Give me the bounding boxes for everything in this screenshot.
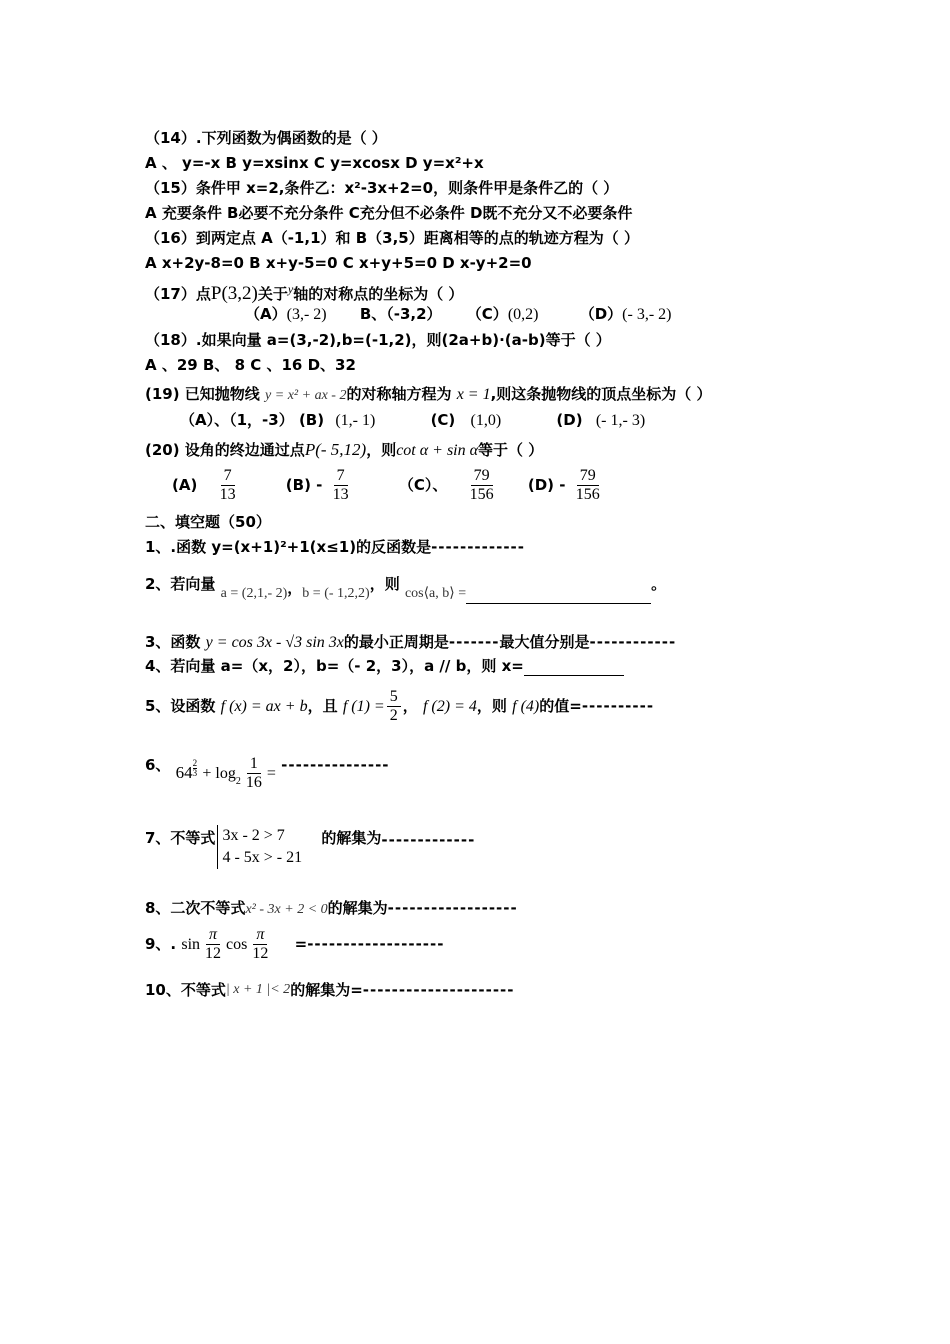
f5-mid2: ， — [402, 697, 418, 715]
f2-end: 。 — [651, 575, 667, 593]
f10-line — [145, 980, 515, 1000]
q19-opt-c: (1,0) — [470, 412, 502, 429]
q19-axis: x = 1 — [456, 386, 491, 403]
f3-prefix: 3、函数 — [145, 633, 201, 651]
f3-text2: 最大值分别是 — [499, 633, 590, 651]
f6-num: 1 — [247, 755, 261, 774]
q19-opt-b: (1,- 1) — [335, 412, 376, 429]
f5-num: 5 — [387, 688, 401, 707]
q20-point: P(- 5,12) — [304, 440, 367, 459]
f7-end: 的解集为 — [321, 829, 382, 847]
q17-opt-a-label: （A） — [245, 305, 287, 323]
f3-blank1: ------- — [448, 633, 500, 651]
q20-stem-c: 等于（ ） — [478, 441, 544, 459]
q14-options: A 、 y=-x B y=xsinx C y=xcosx D y=x²+x — [145, 154, 484, 172]
q20-opt-a-label: (A) — [172, 476, 198, 494]
f3-mid: 的最小正周期是 — [343, 633, 449, 651]
f7-prefix: 7、不等式 — [145, 829, 216, 847]
f3-line — [145, 632, 676, 653]
q17-axis: y — [287, 282, 294, 296]
q20-opt-d-den: 156 — [575, 486, 600, 503]
f7-line — [145, 823, 475, 869]
f9-blank: ------------------- — [307, 935, 445, 953]
q17-stem — [145, 279, 463, 304]
q20-opt-b-num: 7 — [334, 467, 348, 486]
q17-stem-a: （17）点 — [145, 285, 211, 303]
f6-log-base: 2 — [235, 776, 241, 787]
q15-stem: （15）条件甲 x=2,条件乙：x²-3x+2=0，则条件甲是条件乙的（ ） — [145, 179, 619, 197]
q17-opt-c-label: （C） — [466, 305, 508, 323]
q20-opt-b-label: (B) - — [285, 476, 323, 494]
q17-opt-c: (0,2) — [507, 306, 539, 323]
f5-prefix: 5、设函数 — [145, 697, 216, 715]
f9-num2: π — [253, 926, 267, 945]
q16-options: A x+2y-8=0 B x+y-5=0 C x+y+5=0 D x-y+2=0 — [145, 254, 532, 272]
f6-plus-log: + log — [202, 765, 236, 782]
f6-prefix: 6、 — [145, 756, 171, 774]
f7-line2: 4 - 5x > - 21 — [222, 848, 303, 866]
f9-den2: 12 — [252, 945, 269, 962]
q20-expr: cot α + sin α — [396, 442, 479, 459]
q19-stem-c: ,则这条抛物线的顶点坐标为（ ） — [490, 385, 712, 403]
f6-exp-num: 2 — [192, 758, 198, 768]
f5-expr3: f (2) = 4 — [422, 698, 477, 715]
f2-vector-b: b = (- 1,2,2) — [302, 586, 370, 601]
q19-opt-a: （A）、（1，-3） — [180, 411, 294, 429]
f5-blank: ---------- — [581, 697, 655, 715]
f9-cos: cos — [226, 936, 248, 953]
q20-opt-c-label: （C）、 — [398, 476, 448, 494]
q19-options — [180, 410, 645, 431]
f5-line — [145, 688, 654, 725]
f8-blank: ------------------ — [387, 899, 518, 917]
q14-stem: （14）.下列函数为偶函数的是（ ） — [145, 129, 387, 147]
f5-mid3: ，则 — [476, 697, 507, 715]
q20-opt-c-num: 79 — [471, 467, 493, 486]
f8-end: 的解集为 — [327, 899, 388, 917]
f5-frac — [387, 688, 401, 725]
f2-answer-line — [466, 587, 651, 604]
f8-expr: x² - 3x + 2 < 0 — [245, 902, 328, 917]
f9-line — [145, 925, 444, 964]
q20-stem-a: (20) 设角的终边通过点 — [145, 441, 305, 459]
f8-line — [145, 898, 518, 920]
q19-opt-c-label: (C) — [430, 411, 456, 429]
f7-system — [217, 825, 302, 869]
f6-den: 16 — [245, 774, 262, 791]
q16-stem: （16）到两定点 A（-1,1）和 B（3,5）距离相等的点的轨迹方程为（ ） — [145, 229, 639, 247]
f3-blank2: ------------ — [589, 633, 677, 651]
q17-point: P(3,2) — [210, 283, 258, 304]
q17-stem-c: 轴的对称点的坐标为（ ） — [293, 285, 464, 303]
q17-stem-b: 关于 — [257, 285, 288, 303]
q20-opt-a-den: 13 — [219, 486, 236, 503]
f8-prefix: 8、二次不等式 — [145, 899, 246, 917]
q18-stem: （18）.如果向量 a=(3,-2),b=(-1,2)，则(2a+b)·(a-b)等于（ ） — [145, 331, 611, 349]
q17-opt-a: (3,- 2) — [286, 306, 327, 323]
f1-blank: ------------- — [431, 538, 526, 556]
f9-frac1 — [202, 926, 224, 963]
f2-prefix: 2、若向量 — [145, 575, 216, 593]
f10-prefix: 10、不等式 — [145, 981, 226, 999]
f9-num1: π — [206, 926, 220, 945]
q20-opt-d-label: (D) - — [527, 476, 566, 494]
q19-opt-b-label: (B) — [298, 411, 325, 429]
f2-cos-expr: cos⟨a, b⟩ = — [404, 586, 467, 601]
f10-end: 的解集为= — [290, 981, 363, 999]
f5-expr4: f (4) — [512, 698, 540, 715]
f2-mid: ，则 — [369, 575, 400, 593]
q20-stem-b: ，则 — [366, 441, 397, 459]
q20-options — [172, 465, 605, 505]
f9-eq: = — [294, 935, 308, 953]
f4-text: 4、若向量 a=（x，2），b=（- 2，3），a // b，则 x= — [145, 657, 524, 675]
q20-opt-b-frac — [330, 467, 352, 504]
f5-mid1: ，且 — [307, 697, 338, 715]
f10-expr: | x + 1 |< 2 — [225, 982, 291, 997]
q20-opt-b-den: 13 — [332, 486, 349, 503]
q15-options: A 充要条件 B必要不充分条件 C充分但不必条件 D既不充分又不必要条件 — [145, 204, 633, 222]
q19-curve: y = x² + ax - 2 — [265, 388, 347, 403]
f6-line — [145, 745, 390, 802]
f7-blank: ------------- — [381, 831, 476, 849]
f6-frac — [243, 755, 265, 792]
f4-answer-line — [524, 659, 624, 676]
f2-line: 2、若向量 a = (2,1,- 2)，b = (- 1,2,2)，则 cos⟨a, b⟩ =。 — [145, 574, 666, 604]
f5-expr1: f (x) = ax + b — [220, 698, 308, 715]
q18-options: A 、29 B、 8 C 、16 D、32 — [145, 356, 356, 374]
section2-title: 二、填空题（50） — [145, 513, 271, 531]
q19-opt-d-label: (D) — [556, 411, 583, 429]
q20-opt-a-num: 7 — [221, 467, 235, 486]
q19-stem-b: 的对称轴方程为 — [346, 385, 452, 403]
f6-exp-den: 3 — [192, 768, 198, 778]
f2-vector-a: a = (2,1,- 2) — [220, 586, 288, 601]
q17-options — [245, 304, 671, 325]
q19-opt-d: (- 1,- 3) — [595, 412, 646, 429]
f9-den1: 12 — [205, 945, 222, 962]
q17-opt-b: B、（-3,2） — [359, 305, 442, 323]
q17-opt-d-label: （D） — [579, 305, 623, 323]
f7-line1: 3x - 2 > 7 — [222, 826, 285, 844]
f9-frac2 — [249, 926, 271, 963]
f9-prefix: 9、. — [145, 935, 177, 953]
f1-text: 1、.函数 y=(x+1)²+1(x≤1)的反函数是 — [145, 538, 432, 556]
f5-expr2: f (1) = — [342, 698, 385, 715]
f6-base: 64 — [175, 763, 193, 782]
q20-opt-d-num: 79 — [577, 467, 599, 486]
f5-den: 2 — [389, 707, 398, 724]
q20-opt-a-frac — [217, 467, 239, 504]
f5-end: 的值= — [539, 697, 582, 715]
q20-stem — [145, 440, 543, 461]
f6-blank: --------------- — [281, 756, 390, 774]
f9-sin: sin — [181, 936, 201, 953]
q19-stem — [145, 384, 712, 406]
f6-eq: = — [266, 765, 276, 782]
q17-opt-d: (- 3,- 2) — [622, 306, 672, 323]
f6-exponent — [193, 759, 198, 778]
q20-opt-c-frac — [467, 467, 497, 504]
f10-blank: --------------------- — [362, 981, 515, 999]
q19-stem-a: (19) 已知抛物线 — [145, 385, 260, 403]
q20-opt-c-den: 156 — [469, 486, 494, 503]
q20-opt-d-frac — [573, 467, 603, 504]
f4-line — [145, 656, 624, 676]
f3-expr: y = cos 3x - √3 sin 3x — [205, 634, 344, 651]
f1-line — [145, 537, 525, 557]
